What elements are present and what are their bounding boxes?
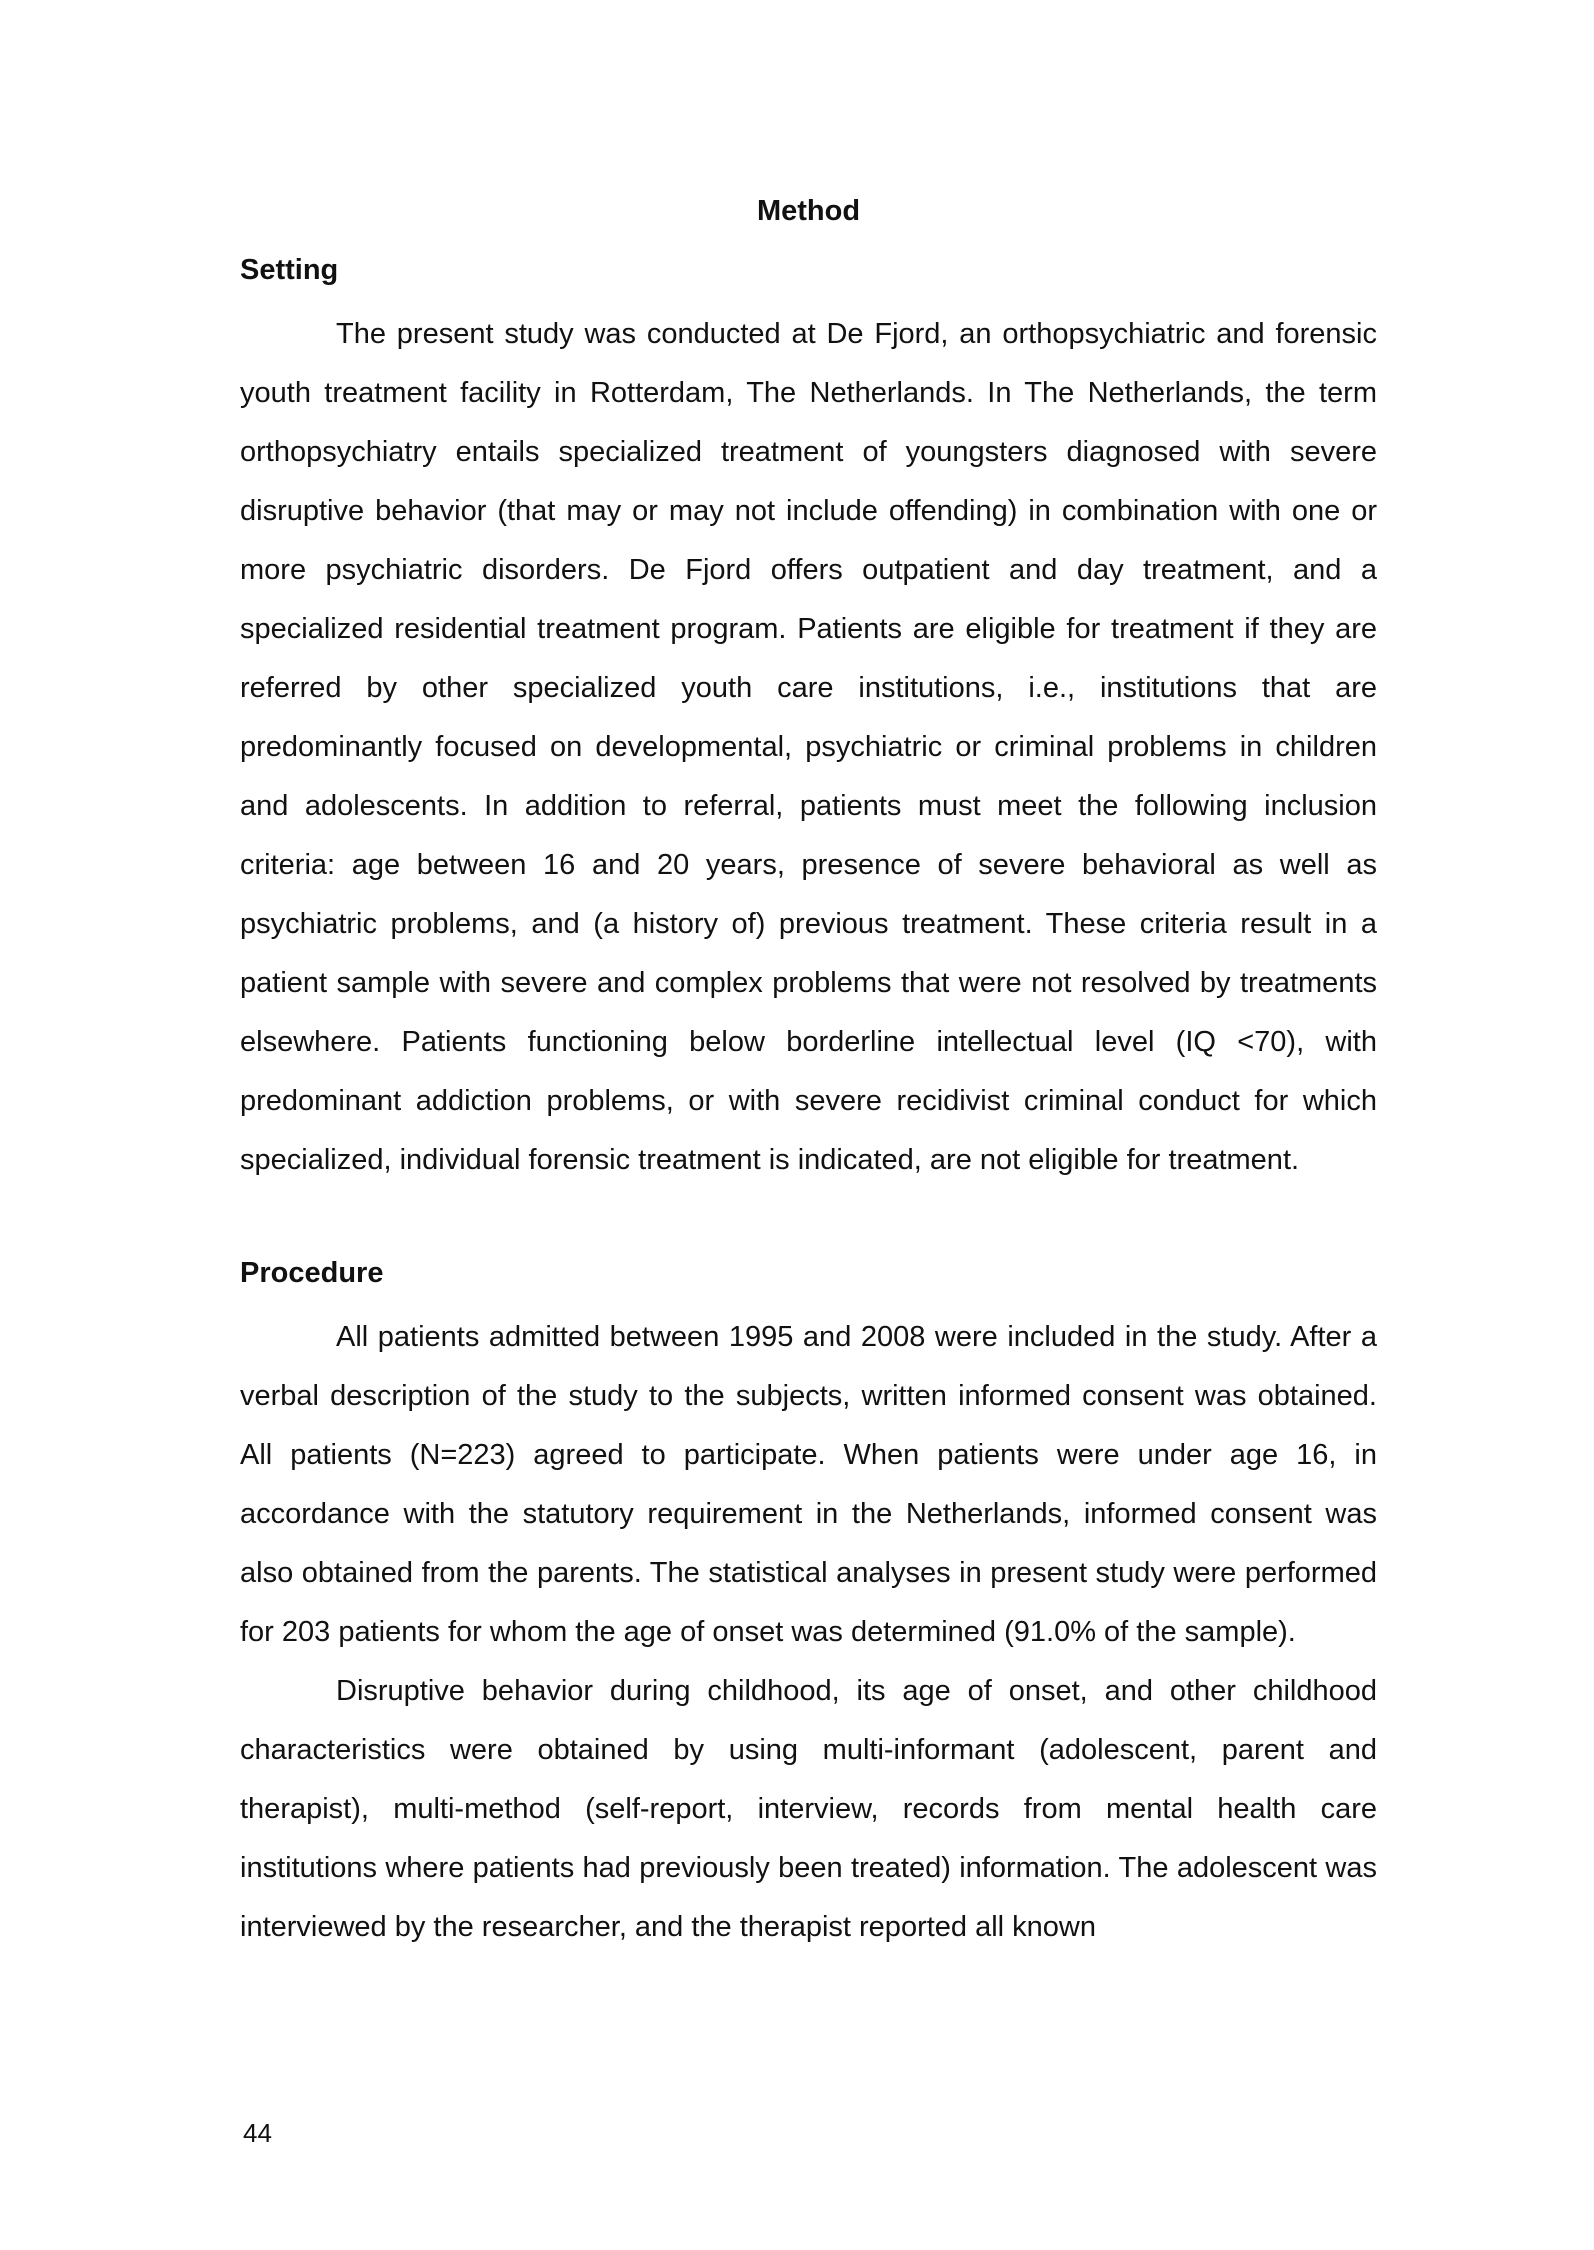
procedure-paragraph-2: Disruptive behavior during childhood, its age of onset, and other childhood characteristics were obtained by using multi-informant (adolescent, parent and therapist), multi-method (self-report, interview, records from mental health care institutions where patients had previously been treated) information. The adolescent was interviewed by the researcher, and the therapist reported all known bbox=[240, 1675, 1377, 1943]
setting-heading: Setting bbox=[240, 254, 339, 286]
section-title: Method bbox=[756, 195, 861, 227]
procedure-paragraph-1: All patients admitted between 1995 and 2008 were included in the study. After a verbal description of the study to the subjects, written informed consent was obtained. All patients (N=223) agreed to participate. When patients were under age 16, in accordance with the statutory requirement in the Netherlands, informed consent was also obtained from the parents. The statistical analyses in present study were performed for 203 patients for whom the age of onset was determined (91.0% of the sample). bbox=[240, 1321, 1377, 1648]
page-number: 44 bbox=[243, 2118, 272, 2148]
section-spacer bbox=[240, 1190, 1377, 1249]
setting-paragraph: The present study was conducted at De Fjord, an orthopsychiatric and forensic youth treatment facility in Rotterdam, The Netherlands. In The Netherlands, the term orthopsychiatry entails specialized treatment of youngsters diagnosed with severe disruptive behavior (that may or may not include offending) in combination with one or more psychiatric disorders. De Fjord offers outpatient and day treatment, and a specialized residential treatment program. Patients are eligible for treatment if they are referred by other specialized youth care institutions, i.e., institutions that are predominantly focused on developmental, psychiatric or criminal problems in children and adolescents. In addition to referral, patients must meet the following inclusion criteria: age between 16 and 20 years, presence of severe behavioral as well as psychiatric problems, and (a history of) previous treatment. These criteria result in a patient sample with severe and complex problems that were not resolved by treatments elsewhere. Patients functioning below borderline intellectual level (IQ <70), with predominant addiction problems, or with severe recidivist criminal conduct for which specialized, individual forensic treatment is indicated, are not eligible for treatment. bbox=[240, 318, 1377, 1176]
page-content bbox=[240, 187, 1377, 1957]
procedure-heading: Procedure bbox=[240, 1257, 384, 1289]
